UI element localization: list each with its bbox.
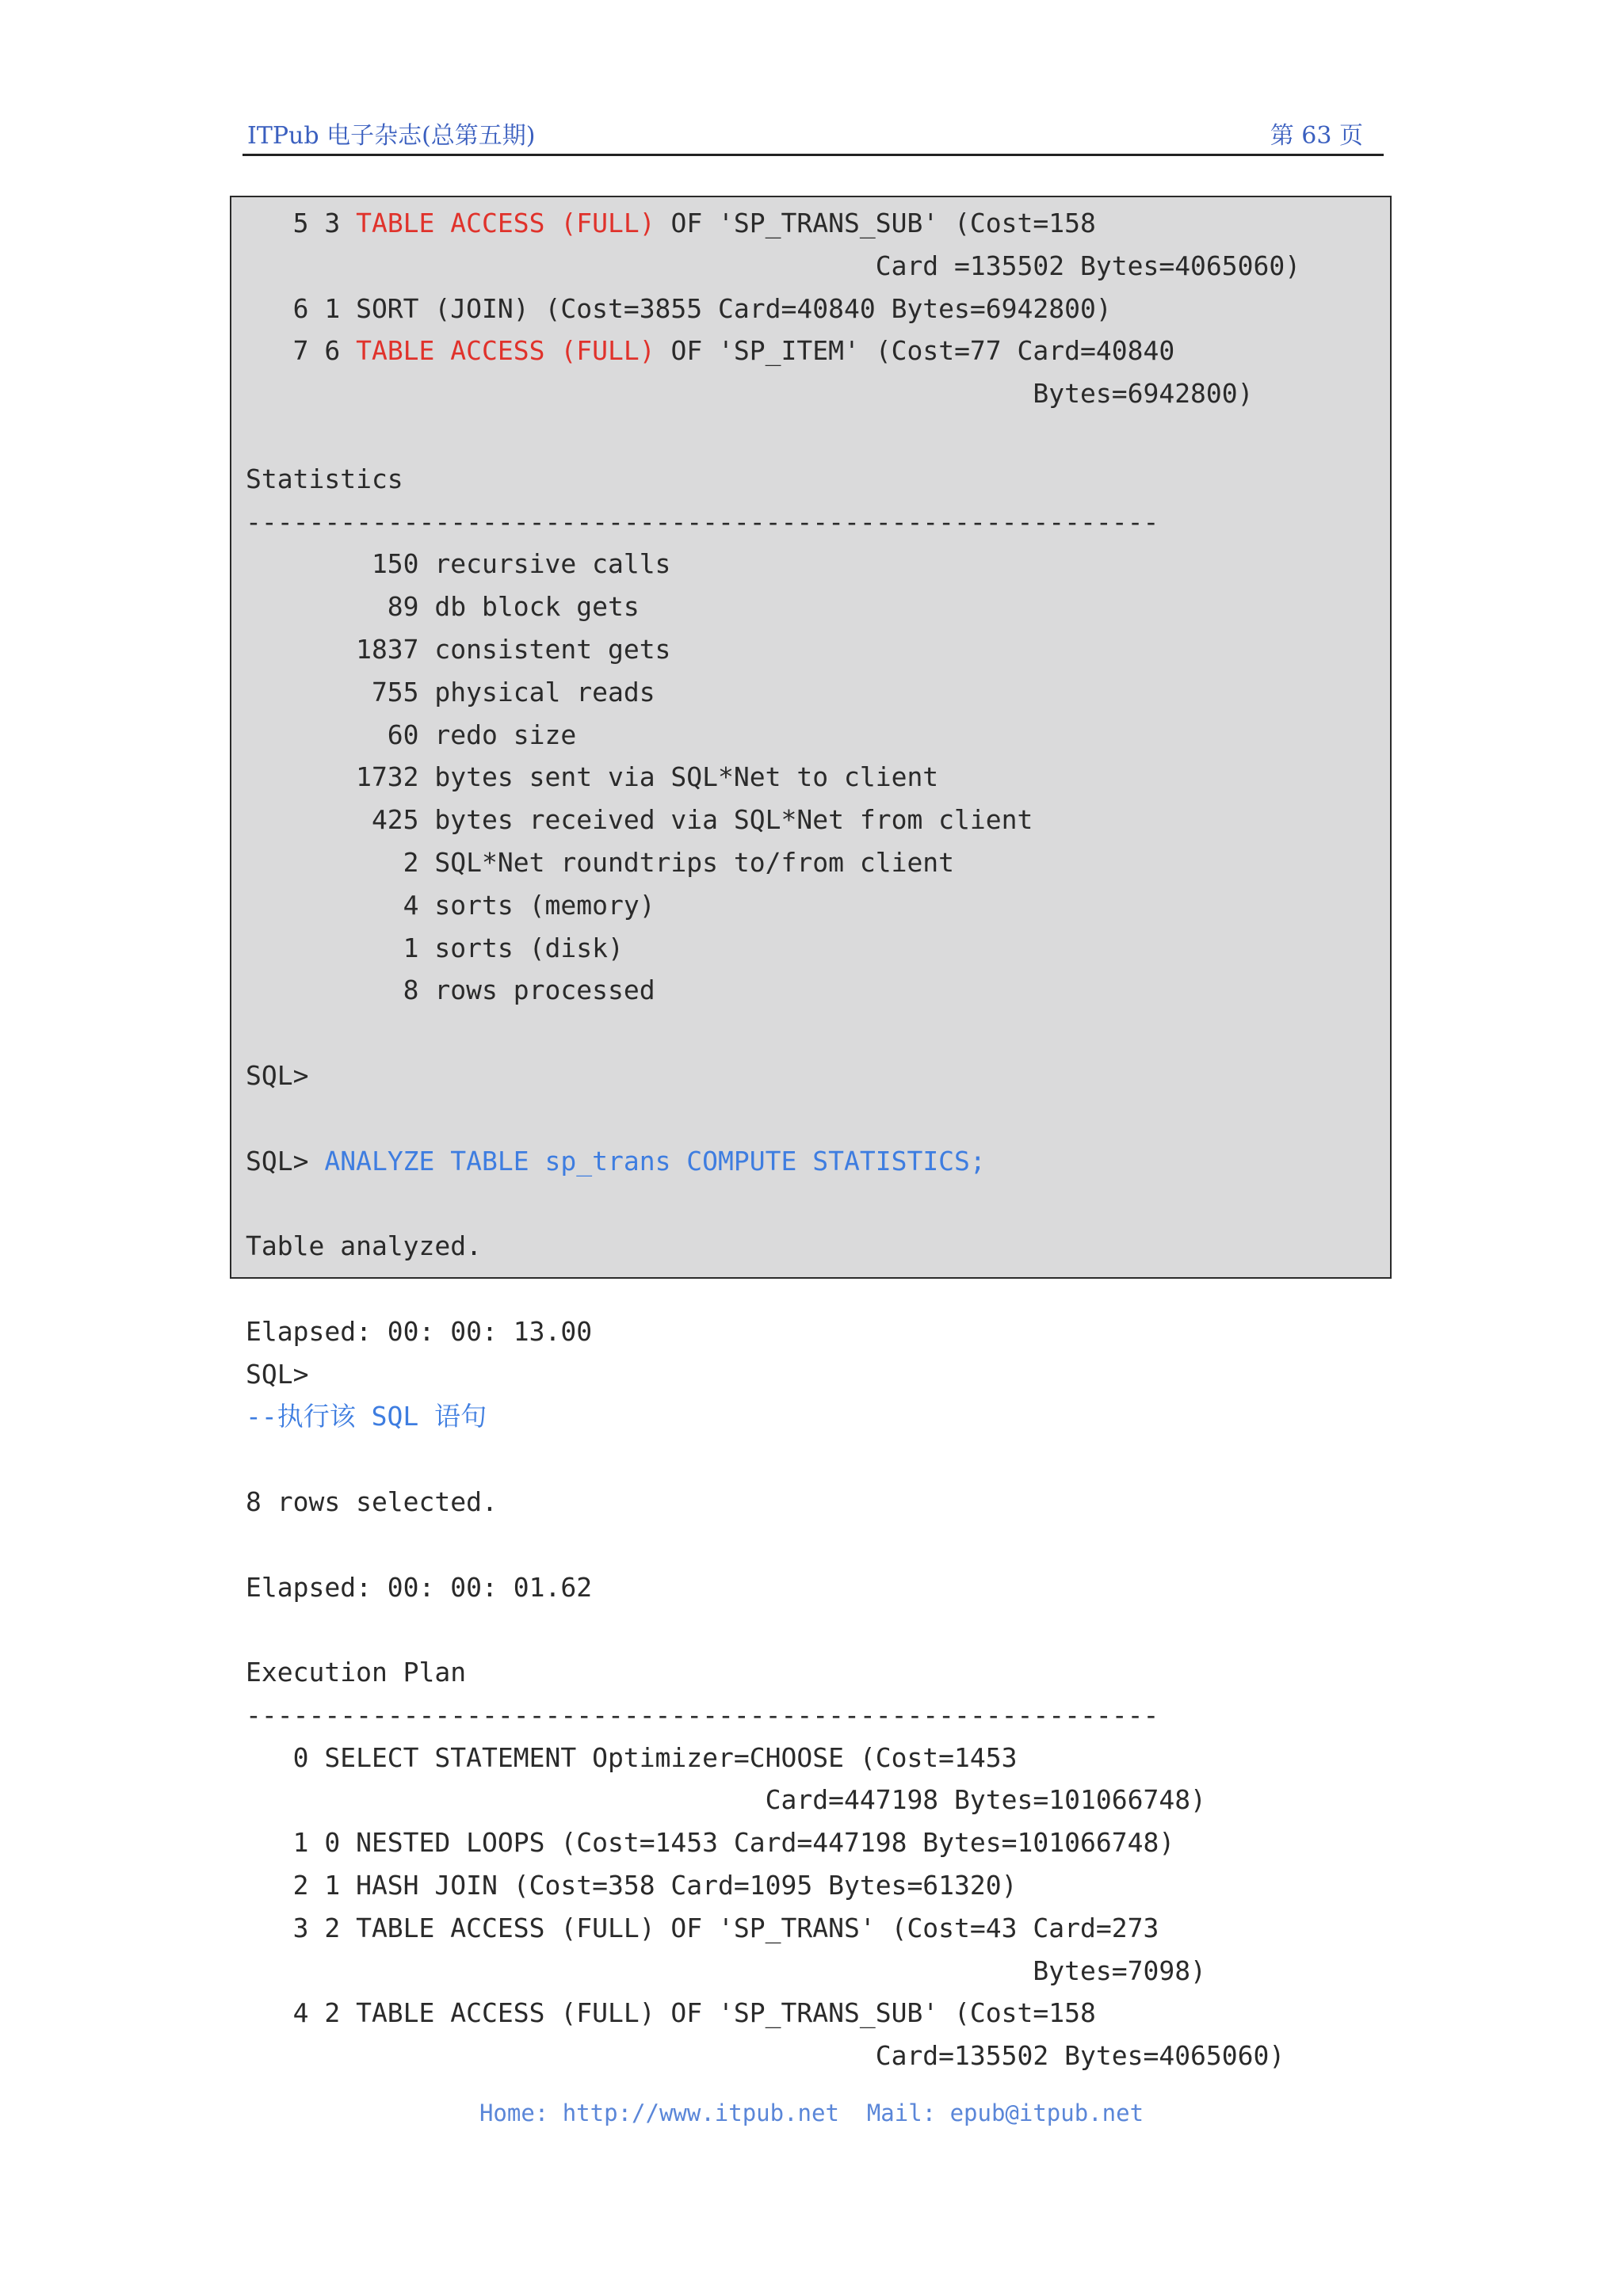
analyze-line: SQL> ANALYZE TABLE sp_trans COMPUTE STATISTICS; (246, 1145, 986, 1177)
stat-row: 60 redo size (246, 719, 577, 750)
stat-row: 1 sorts (disk) (246, 932, 624, 963)
highlight-table-access: TABLE ACCESS (FULL) (356, 335, 655, 367)
plan-row: 0 SELECT STATEMENT Optimizer=CHOOSE (Cost=1453 (246, 1741, 1018, 1773)
sql-prompt: SQL> (246, 1059, 309, 1091)
analyze-command: ANALYZE TABLE sp_trans COMPUTE STATISTICS; (324, 1145, 986, 1177)
elapsed-2: Elapsed: 00: 00: 01.62 (246, 1571, 593, 1603)
elapsed-1: Elapsed: 00: 00: 13.00 (246, 1315, 593, 1347)
plan-row: 3 2 TABLE ACCESS (FULL) OF 'SP_TRANS' (Cost=43 Card=273 (246, 1912, 1159, 1943)
highlight-table-access: TABLE ACCESS (FULL) (356, 208, 655, 238)
plan-line-7: 7 6 TABLE ACCESS (FULL) OF 'SP_ITEM' (Cost=77 Card=40840 (246, 335, 1175, 367)
plan-row: 2 1 HASH JOIN (Cost=358 Card=1095 Bytes=61320) (246, 1870, 1018, 1901)
sql-prompt: SQL> (246, 1358, 309, 1390)
statistics-title: Statistics (246, 463, 403, 494)
execution-plan-title: Execution Plan (246, 1657, 467, 1688)
stat-row: 2 SQL*Net roundtrips to/from client (246, 846, 955, 878)
stat-row: 8 rows processed (246, 974, 655, 1006)
plan-row: 1 0 NESTED LOOPS (Cost=1453 Card=447198 Bytes=101066748) (246, 1827, 1175, 1859)
page-header (242, 113, 1384, 156)
plan-line-5-cont: Card =135502 Bytes=4065060) (246, 250, 1301, 281)
stat-row: 4 sorts (memory) (246, 889, 655, 921)
plan-row: Bytes=7098) (246, 1955, 1206, 1986)
stat-row: 755 physical reads (246, 676, 655, 707)
code-text (246, 202, 1300, 2077)
stat-row: 1837 consistent gets (246, 633, 671, 665)
plan-row: 4 2 TABLE ACCESS (FULL) OF 'SP_TRANS_SUB' (Cost=158 (246, 1997, 1096, 2029)
plan-row: Card=135502 Bytes=4065060) (246, 2040, 1285, 2072)
page-number: 第 63 页 (1270, 122, 1363, 150)
stat-row: 425 bytes received via SQL*Net from client (246, 804, 1033, 836)
execution-plan-divider: ---------------------------------------------------------- (246, 1699, 1159, 1730)
stat-row: 89 db block gets (246, 591, 640, 623)
sql-comment: --执行该 SQL 语句 (246, 1401, 487, 1432)
page-footer: Home: http://www.itpub.net Mail: epub@itpub.net (479, 2100, 1144, 2126)
stat-row: 150 recursive calls (246, 548, 671, 580)
stat-row: 1732 bytes sent via SQL*Net to client (246, 761, 939, 793)
table-analyzed: Table analyzed. (246, 1230, 483, 1262)
statistics-divider: ---------------------------------------------------------- (246, 505, 1159, 537)
rows-selected: 8 rows selected. (246, 1486, 498, 1517)
code-block (230, 196, 1392, 2072)
plan-line-5: 5 3 TABLE ACCESS (FULL) OF 'SP_TRANS_SUB' (Cost=158 (246, 208, 1096, 238)
plan-line-6: 6 1 SORT (JOIN) (Cost=3855 Card=40840 Bytes=6942800) (246, 292, 1112, 324)
magazine-title: ITPub 电子杂志(总第五期) (247, 122, 536, 150)
plan-line-7-cont: Bytes=6942800) (246, 378, 1254, 410)
plan-row: Card=447198 Bytes=101066748) (246, 1784, 1206, 1816)
